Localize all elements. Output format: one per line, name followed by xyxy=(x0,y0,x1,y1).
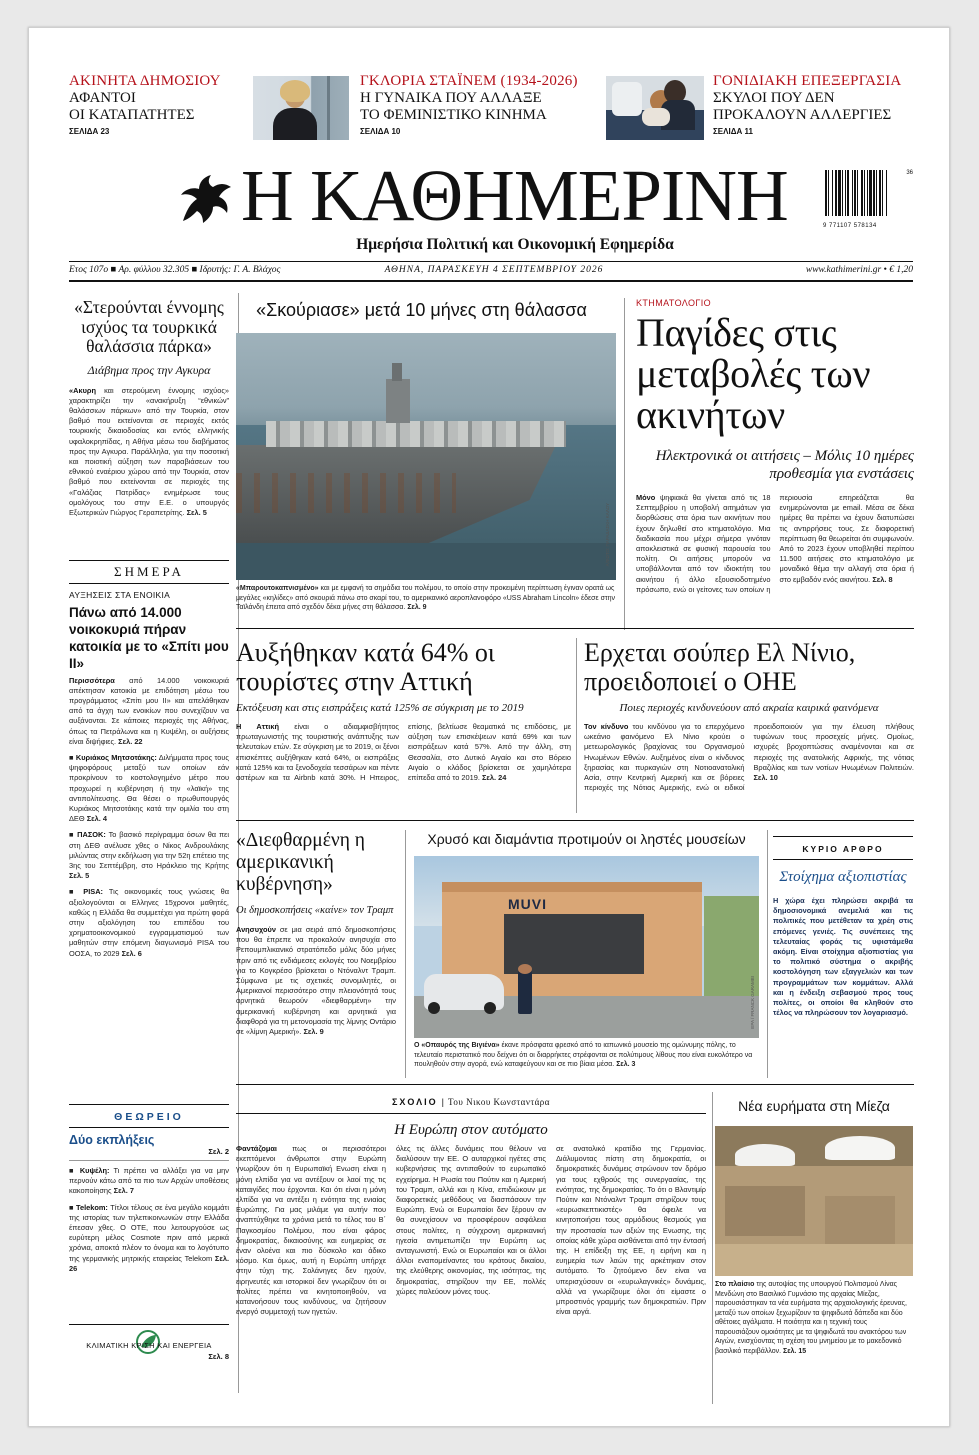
teaser-line: ΣΚΥΛΟΙ ΠΟΥ ΔΕΝ xyxy=(713,90,835,106)
museum-caption: Ο «Οπαυρός της Βιγιένα» έκανε πρόσφατα φρεσκό από το ιαπωνικό μουσείο της ομώνυμης πόλης, το τελευταίο περιστατικό που δείχνει ότι οι διαρρήκτες στρέφονται σε πολύτιμους λίθους που είναι ευκολότερο να πουληθούν στην αγορά, ενώ καταφεύγουν και σε πιο βίαια μέσα. Σελ. 3 xyxy=(414,1042,753,1068)
teaser-photo-steinem xyxy=(253,76,349,140)
teaser-line: ΠΡΟΚΑΛΟΥΝ ΑΛΛΕΡΓΙΕΣ xyxy=(713,107,892,123)
cadastre-headline[interactable]: Παγίδες στις μεταβολές των ακινήτων xyxy=(636,310,871,437)
today-label: ΣΗΜΕΡΑ xyxy=(114,563,184,579)
elnino-body: Τον κίνδυνο του κινδύνου για το επερχόμενο ωκεάνιο φαινόμενο Ελ Νίνιο κρούει ο μετεωρολογικός βραχίονας του Οργανισμού Ηνωμένων Εθνών. Αυξημένος είναι ο κίνδυνος ξηρασίας και πυρκαγιών στη Νοτιοανατολική Ασία, στην Κεντρική Αμερική και σε βόρειες περιοχές της Νότιας Αμερικής, ενώ οι ειδικοί προειδοποιούν για την έλευση πλήθους τυφώνων τους προσεχείς μήνες. Ομοίως, ισχυρές βροχοπτώσεις αναμένονται και σε περιοχές της ανατολικής Αφρικής, της νότιας Βραζιλίας και των νοτίων Ηνωμένων Πολιτειών. Σελ. 10 xyxy=(584,722,914,793)
list-item[interactable]: ■ PISA: Τις οικονομικές τους γνώσεις θα αξιολογούνται οι Ελληνες 15χρονοι μαθητές, καθώς η Ελλάδα θα συμμετέχει για πρώτη φορά στην αξιολόγηση του επιπέδου του χρηματοοικονομικού εγγραμματισμού των μαθητών στην επόμενη διαγωνισμό PISA του ΟΟΣΑ, το 2029 Σελ. 6 xyxy=(69,887,229,958)
climate-label: ΚΛΙΜΑΤΙΚΗ ΚΡΙΣΗ ΚΑΙ ΕΝΕΡΓΕΙΑ xyxy=(86,1341,212,1350)
editorial-label: ΚΥΡΙΟ ΑΡΘΡΟ xyxy=(802,844,884,854)
teaser-page: ΣΕΛΙΔΑ 23 xyxy=(69,127,110,136)
today-kicker: ΑΥΞΗΣΕΙΣ ΣΤΑ ΕΝΟΙΚΙΑ xyxy=(69,589,171,600)
photo-credit: EPA / FRANCK GARAMBI xyxy=(750,976,755,1029)
teaser-line: ΟΙ ΚΑΤΑΠΑΤΗΤΕΣ xyxy=(69,107,195,123)
teaser-dogs[interactable] xyxy=(713,73,913,136)
barcode-number: 9 771107 578134 xyxy=(823,223,877,229)
mieza-headline[interactable]: Νέα ευρήματα στη Μίεζα xyxy=(738,1098,890,1114)
teaser-kicker: ΓΟΝΙΔΙΑΚΗ ΕΠΕΞΕΡΓΑΣΙΑ xyxy=(713,73,902,89)
commentary-article: ΣΧΟΛΙΟ | Του Νικου Κωνσταντάρα Η Ευρώπη στον αυτόματο Φαντάζομαι πως οι περισσότεροι εκεπτόμενοι άνθρωποι στην Ευρώπη γνωρίζουν ότι η Ευρωπαϊκή Ενωση είναι η μόνη ελπίδα για να αντέξουν οι λαοί της τις καταιγίδες που έρχονται. Και ότι είναι η μόνη ελπίδα για να αντέξει η ενότητα της ενιαίας Ευρώπης. Για μας μιλάμε για αυτήν που αναπτύχθηκε τα χρόνια μετά το τέλος του Β΄ Παγκοσμίου Πολέμου, που είναι φάρος δημοκρατίας, δικαιοσύνης και ευημερίας σε έναν ολοένα και πιο δύσκολο και άδικο κόσμο. Και όμως, αυτή η Ευρώπη υπήρχε στην τύχη της. Σολάνηγες δεν ηχούν, ειρηνευτές και ιστορικοί δεν γνωρίζουν ότι οι πολίτες πρέπει να κινητοποιηθούν, να κατανοήσουν τους κινδύνους, να ζητήσουν ενεργό συμμετοχή των ηγετών. όλες τις άλλες δυνάμεις που θέλουν να διαλύσουν την ΕΕ. Ο αυταρχικοί ηγέτες στις κυβερνήσεις της αντιπαθούν το ευρωπαϊκό εγχείρημα. Η Ρωσία του Πούτιν και η Αμερική του Τραμπ, αλλά και η Κίνα, επιδιώκουν με διαφορετικές μεθόδους να διασπάσουν την Ευρώπη. Ενώ οι Ευρωπαίοι δεν ξέρουν αν θα συνεχίσουν να προσφέρουν ασφάλεια στους πολίτες, η σύγχρονη αμερικανική ηγεσία αντιμετωπίζει την Ευρώπη ως ανταγωνιστή. Ενώ οι Ευρωπαίοι και οι άλλοι άλλοι εναπομείναντες του κράτους δικαίου, της ελεύθερης οικονομίας, της ισότητας, της δημοκρατίας, στηρίζουν την ΕΕ, πολλές χώρες παλεύουν μόνες τους. σε ανατολικό κρατίδιο της Γερμανίας. Διάλυμοντας πίστη στη δημοκρατία, οι δημοκρατικές δυνάμεις στρώνουν τον δρόμο για τους εχθρούς της συνεργασίας, της ενότητας, της δημοκρατίας. Το ότι ο Βλαντιμίρ Πούτιν και Ντόναλντ Τραμπ στηρίζουν τους «ευρωσκεπτικιστές» θα όφειλε να κινητοποιήσει τους αρμόδιους θεσμούς για την προστασία των αξιών της Ενωσης, της οποίας κάθε χώρα αισθάνεται από την έντασή της. Η επίδειξη της ΕΕ, η ειρήνη και η ευημερία των λαών της αρκέτηκαν στον αυτόματο. Το ζητούμενο δεν είναι να υπερισχύσουν οι «ευρωλαγνικές» δυνάμεις, αλλά να γνωρίζουμε όλοι ότι είμαστε ο μπροστινός γραμμής των δημοκρατιών. Πριν είναι αργά. xyxy=(236,1092,706,1139)
elnino-article xyxy=(584,638,914,804)
cadastre-body: Μόνο ψηφιακά θα γίνεται από τις 18 Σεπτεμβρίου η υποβολή αιτημάτων για διορθώσεις στα όρια των ακινήτων που έχουν δηλωθεί στο κτηματολόγιο. Μια διαδικασία που μέχρι σήμερα γινόταν αποκλειστικά σε φυσική παρουσία του πολίτη. Οι αιτήσεις μπορούν να υποβάλλονται από τον ιδιοκτήτη του ακινήτου ή άλλο εξουσιοδοτημένο πρόσωπο, ενώ οι γείτονες των οποίων η περιουσία επηρεάζεται θα ενημερώνονται με email. Μέσα σε δέκα ημέρες θα πρέπει να έχουν διατυπώσει τις αντιρρήσεις τους. Σε διαφορετική περίπτωση θα θεωρείται ότι συμφωνούν. Από το 2023 έχουν υποβληθεί περίπου 11.500 αιτήσεις στο κτηματολόγιο με μοναδικό θέμα την αλλαγή στα όρια ή στο εμβαδόν ενός ακινήτου. Σελ. 8 xyxy=(636,493,914,594)
cadastre-article xyxy=(636,298,914,633)
theorio-page: Σελ. 2 xyxy=(208,1147,229,1156)
museum-sign: MUVI xyxy=(508,896,547,912)
list-item[interactable]: ■ Telekom: Τίτλοι τέλους σε ένα μεγάλο κομμάτι της ιστορίας των τηλεπικοινωνιών στην Ελλάδα έπεσαν χθες. Ο ΟΤΕ, που λειτουργούσε ως ευρύτερη μέλος Cosmote πριν από μερικά χρόνια, αποκτά πλέον το όνομα και το λογότυπο της γερμανικής μητρικής εταιρείας Telekom Σελ. 26 xyxy=(69,1202,229,1273)
left-column xyxy=(69,298,229,965)
mieza-photo xyxy=(715,1126,913,1276)
lead-body: «Ακυρη και στερούμενη έννομης ισχύος» χαρακτηρίζει την «ανακήρυξη “εθνικών” θαλάσσιων πάρκων» από την Τουρκία, στον βαθμό που εκτείνονται σε περιοχές εκτός τουρκικής δικαιοδοσίας και εντός ελληνικής υφαλοκρηπίδας, η Αθήνα μέσω του διαβήματος προς την Αγκυρα. Παράλληλα, για την ποσοτική και ποιοτική αύξηση των παραβιάσεων του εθνικού εναέριου χώρου από την Τουρκία, στον βαθμό που εκτείνονται σε περιοχές της «Γαλάζιας Πατρίδας» ενημέρωσε τους ομολόγους του στην Ε.Ε. ο υπουργός Εξωτερικών Γιώργος Γεραπετρίτης. Σελ. 5 xyxy=(69,385,229,517)
newspaper-front-page xyxy=(28,27,950,1427)
commentary-author: Του Νικου Κωνσταντάρα xyxy=(448,1097,550,1107)
masthead-title: Η ΚΑΘΗΜΕΡΙΝΗ xyxy=(241,155,788,236)
museum-headline[interactable]: Χρυσό και διαμάντια προτιμούν οι ληστές μουσείων xyxy=(427,831,746,847)
climate-page: Σελ. 8 xyxy=(208,1352,229,1361)
cadastre-deck: Ηλεκτρονικά οι αιτήσεις – Μόλις 10 ημέρες προθεσμία για ενστάσεις xyxy=(655,448,914,482)
teaser-page: ΣΕΛΙΔΑ 11 xyxy=(713,127,753,136)
commentary-col-1: Φαντάζομαι πως οι περισσότεροι εκεπτόμενοι άνθρωποι στην Ευρώπη γνωρίζουν ότι η Ευρωπαϊκή Ενωση είναι η μόνη ελπίδα για να αντέξουν οι λαοί της τις καταιγίδες που έρχονται. Και ότι είναι η μόνη ελπίδα για να αντέξει η ενότητα της ενιαίας Ευρώπης. Για μας μιλάμε για αυτήν που αναπτύχθηκε τα χρόνια μετά το τέλος του Β΄ Παγκοσμίου Πολέμου, που είναι φάρος δημοκρατίας, δικαιοσύνης και ευημερίας σε έναν ολοένα και πιο δύσκολο και άδικο κόσμο. Και όμως, αυτή η Ευρώπη υπήρχε στην τύχη της. Σολάνηγες δεν ηχούν, ειρηνευτές και ιστορικοί δεν γνωρίζουν ότι οι πολίτες πρέπει να κινητοποιηθούν, να κατανοήσουν τους κινδύνους, να ζητήσουν ενεργό συμμετοχή των ηγετών. xyxy=(236,1144,386,1317)
today-headline[interactable]: Πάνω από 14.000 νοικοκυριά πήραν κατοικία με το «Σπίτι μου ΙΙ» xyxy=(69,604,229,671)
teaser-page: ΣΕΛΙΔΑ 10 xyxy=(360,127,401,136)
climate-box[interactable] xyxy=(69,1324,229,1361)
carrier-headline[interactable]: «Σκούριασε» μετά 10 μήνες στη θάλασσα xyxy=(256,300,587,320)
commentary-label: ΣΧΟΛΙΟ xyxy=(391,1097,438,1107)
teaser-line: ΤΟ ΦΕΜΙΝΙΣΤΙΚΟ ΚΙΝΗΜΑ xyxy=(360,107,547,123)
carrier-photo xyxy=(236,333,616,580)
list-item[interactable]: ■ ΠΑΣΟΚ: Το βασικό περίγραμμα όσων θα πει στη ΔΕΘ ανέλυσε χθες ο Νίκος Ανδρουλάκης μιλώντας στην εκδήλωση για την 52η επέτειο της 3ης του Σεπτέμβρη, στο Ηράκλειο της Κρήτης Σελ. 5 xyxy=(69,830,229,881)
griffin-logo-icon xyxy=(173,169,235,227)
barcode-issue: 36 xyxy=(906,170,913,176)
theorio-label: ΘΕΩΡΕΙΟ xyxy=(114,1111,184,1123)
elnino-headline[interactable]: Ερχεται σούπερ Ελ Νίνιο, προειδοποιεί ο ΟΗΕ xyxy=(584,638,856,696)
tourism-body: Η Αττική είναι ο αδιαμφισβήτητος πρωταγωνιστής της τουριστικής ανάπτυξης των τελευταίων ετών. Σε σύγκριση με το 2019, οι ξένοι επισκέπτες αυξήθηκαν κατά 64%, οι εισπράξεις κατά 125% και τα ξενοδοχεία τεσσάρων και πέντε αστέρων και τα Airbnb κατά 30%. Η Ηπειρος, επίσης, βελτίωσε θεαματικά τις επιδόσεις, με αύξηση των επισκέψεων κατά 69% και των εισπράξεων κατά 57%. Από την άλλη, στη Θεσσαλία, στο Δυτικό Αιγαίο και στο Βόρειο Αιγαίο ο κλάδος βρίσκεται σε χαμηλότερα επίπεδα από το 2019. Σελ. 24 xyxy=(236,722,571,783)
usgov-deck: Οι δημοσκοπήσεις «καίνε» τον Τραμπ xyxy=(236,905,394,916)
teaser-kicker: ΓΚΛΟΡΙΑ ΣΤΑΪΝΕΜ (1934-2026) xyxy=(360,73,578,89)
side-items-list xyxy=(69,753,229,959)
theorio-section xyxy=(69,1104,229,1280)
teaser-public-property[interactable] xyxy=(69,73,239,136)
masthead-subtitle: Ημερήσια Πολιτική και Οικονομική Εφημερίδα xyxy=(356,236,674,253)
carrier-caption: «Μπαρουτοκαπνισμένο» και με εμφανή τα σημάδια του πολέμου, το οποίο στην προκειμένη περίπτωση έγιναν ορατά ως μεγάλες «κηλίδες» από σκουριά πάνω στο σκαρί του, το αμερικανικό αεροπλανοφόρο «USS Abraham Lincoln» έδεσε στην Ταϊλάνδη έπειτα από σχεδόν δέκα μήνες στη θάλασσα. Σελ. 9 xyxy=(236,585,616,611)
list-item[interactable]: ■ Κυψέλη: Τι πρέπει να αλλάξει για να μην περνούν κάτω από τα πιο των Αρχών υποθέσεις κακοποίησης Σελ. 7 xyxy=(69,1166,229,1196)
editorial-headline[interactable]: Στοίχημα αξιοπιστίας xyxy=(779,869,907,885)
museum-photo xyxy=(414,856,759,1038)
dateline-right[interactable]: www.kathimerini.gr • € 1,20 xyxy=(805,265,913,275)
mieza-caption: Στο πλαίσιο της αυτοψίας της υπουργού Πολιτισμού Λίνας Μενδώνη στο Βασιλικό Γυμνάσιο της αρχαίας Μίεζας, παρουσιάστηκαν τα νέα ευρήματα της αρχαιολογικής έρευνας, μεταξύ των οποίων ξεχωρίζουν τα ψηφιδωτά δάπεδα και δύο αθέτοιες αγάλματα. Η ποιότητα και η τεχνική τους παρουσιάζουν ομοιότητες με τα ψηφιδωτά του ανακτόρου των Αιγών, ενισχύοντας τη σχέση του μνημείου με το μακεδονικό βασιλικό περιβάλλον. Σελ. 15 xyxy=(715,1281,907,1355)
theorio-headline[interactable]: Δύο εκπλήξεις xyxy=(69,1133,155,1147)
lead-subheadline: Διάβημα προς την Αγκυρα xyxy=(87,362,211,377)
dateline-left: Ετος 107ο ■ Αρ. φύλλου 32.305 ■ Ιδρυτής: Γ. Α. Βλάχος xyxy=(69,265,281,275)
today-body: Περισσότερα από 14.000 νοικοκυριά απέκτησαν κατοικία με επιδότηση μέσω του προγράμματος «Σπίτι μου ΙΙ» και απελάθηκαν από τα άγχη των ενοικίων που συνεχίζουν να αυξάνονται. Σε κάποιες περιοχές της Αθήνας, όπως τα Πετράλωνα και η Κυψέλη, οι αυξήσεις είναι διψήφιες. Σελ. 22 xyxy=(69,675,229,746)
teaser-kicker: ΑΚΙΝΗΤΑ ΔΗΜΟΣΙΟΥ xyxy=(69,73,221,89)
tourism-headline[interactable]: Αυξήθηκαν κατά 64% οι τουρίστες στην Αττική xyxy=(236,638,495,696)
photo-credit: Α/ΦΩΤΟ: ΠΑΡΑΔΑΣΚΗ ΚΑΛΟΥ xyxy=(605,503,610,567)
editorial-box xyxy=(773,836,913,1036)
usgov-body: Ανησυχούν σε μια σειρά από δημοσκοπήσεις που θα έπρεπε να προκαλούν ανησυχία στο Ρεπουμπλικανικό στρατόπεδο μόλις δύο μήνες πριν από τις ενδιάμεσες εκλογές του Νοεμβρίου για το Κογκρέσο βρίσκεται ο Ντόναλντ Τραμπ. Σύμφωνα με τις σχετικές συνομιλητές, οι Αμερικανοί περισσότερο στην πλειονότητά τους αρνητικά θεωρούν «διεφθαρμένη» την αμερικανική κυβέρνηση και αρνητικά για διαφθορά για τη μετονομασία της λίμνης Οντάριο σε «λίμνη Αμερική». Σελ. 9 xyxy=(236,925,396,1037)
teaser-steinem[interactable] xyxy=(360,73,590,136)
today-label-box xyxy=(69,560,229,584)
dateline-center: ΑΘΗΝΑ, ΠΑΡΑΣΚΕΥΗ 4 ΣΕΠΤΕΜΒΡΙΟΥ 2026 xyxy=(384,265,604,275)
lead-headline[interactable]: «Στερούνται έννομης ισχύος τα τουρκικά θαλάσσια πάρκα» xyxy=(74,297,224,356)
commentary-col-2: όλες τις άλλες δυνάμεις που θέλουν να διαλύσουν την ΕΕ. Ο αυταρχικοί ηγέτες στις κυβερνήσεις της αντιπαθούν το ευρωπαϊκό εγχείρημα. Η Ρωσία του Πούτιν και η Αμερική του Τραμπ, αλλά και η Κίνα, επιδιώκουν με διαφορετικές μεθόδους να διασπάσουν την Ευρώπη. Ενώ οι Ευρωπαίοι δεν ξέρουν αν θα συνεχίσουν να προσφέρουν ασφάλεια στους πολίτες, η σύγχρονη αμερικανική ηγεσία αντιμετωπίζει την Ευρώπη ως ανταγωνιστή. Ενώ οι Ευρωπαίοι και οι άλλοι άλλοι εναπομείναντες του κράτους δικαίου, της ελεύθερης οικονομίας, της ισότητας, της δημοκρατίας, στηρίζουν την ΕΕ, πολλές χώρες παλεύουν μόνες τους. xyxy=(396,1144,546,1296)
editorial-body: Η χώρα έχει πληρώσει ακριβά τα δημοσιονομικά ανεμελιά και τις πολιτικές που μετέθεταν τα χρέη στις επόμενες γενιές. Τις συνέπειες της τελευταίας φοράς τις υφιστάμεθα ακόμη. Είναι στοίχημα αξιοπιστίας για το πολιτικό σύστημα ο ακριβής κοστολόγηση των εξαγγελιών και των προγραμμάτων των κομμάτων. Αλλά και η ένδειξη σεβασμού προς τους πολίτες, οι οποίοι θα κληθούν στο τέλος να πληρώσουν τον λογαριασμό. xyxy=(773,896,913,1018)
commentary-col-3: σε ανατολικό κρατίδιο της Γερμανίας. Διάλυμοντας πίστη στη δημοκρατία, οι δημοκρατικές δυνάμεις στρώνουν τον δρόμο για τους εχθρούς της συνεργασίας, της ενότητας, της δημοκρατίας. Το ότι ο Βλαντιμίρ Πούτιν και Ντόναλντ Τραμπ στηρίζουν τους «ευρωσκεπτικιστές» θα όφειλε να κινητοποιήσει τους αρμόδιους θεσμούς για την προστασία των αξιών της Ενωσης, της οποίας κάθε χώρα αισθάνεται από την έντασή της. Η επίδειξη της ΕΕ, η ειρήνη και η ευημερία των λαών της αρκέτηκαν στον αυτόματο. Το ζητούμενο δεν είναι να υπερισχύσουν οι «ευρωλαγνικές» δυνάμεις, αλλά να γνωρίζουμε όλοι ότι είμαστε ο μπροστινός γραμμής των δημοκρατιών. Πριν είναι αργά. xyxy=(556,1144,706,1317)
barcode xyxy=(823,170,913,228)
usgov-article xyxy=(236,830,396,1073)
tourism-article xyxy=(236,638,571,804)
teaser-line: Η ΓΥΝΑΙΚΑ ΠΟΥ ΑΛΛΑΞΕ xyxy=(360,90,542,106)
tourism-deck: Εκτόξευση και στις εισπράξεις κατά 125% σε σύγκριση με το 2019 xyxy=(236,702,524,714)
elnino-deck: Ποιες περιοχές κινδυνεύουν από ακραία καιρικά φαινόμενα xyxy=(619,702,879,714)
cadastre-kicker: ΚΤΗΜΑΤΟΛΟΓΙΟ xyxy=(636,298,712,308)
commentary-headline[interactable]: Η Ευρώπη στον αυτόματο xyxy=(394,1122,548,1138)
usgov-headline[interactable]: «Διεφθαρμένη η αμερικανική κυβέρνηση» xyxy=(236,830,365,895)
list-item[interactable]: ■ Κυριάκος Μητσοτάκης: Διλήμματα προς τους ψηφοφόρους μεταξύ των οποίων εάν προκρίνουν το κοστολογημένο μέτρο που προχωρεί η κυβέρνηση ή την «λαϊκή» της αντιπολίτευσης. Θα θέσει ο πρωθυπουργός Κυριάκος Μητσοτάκης κατά την ομιλία του στη ΔΕΘ Σελ. 4 xyxy=(69,752,229,824)
teaser-photo-dogs xyxy=(606,76,704,140)
teaser-line: ΑΦΑΝΤΟΙ xyxy=(69,90,136,106)
